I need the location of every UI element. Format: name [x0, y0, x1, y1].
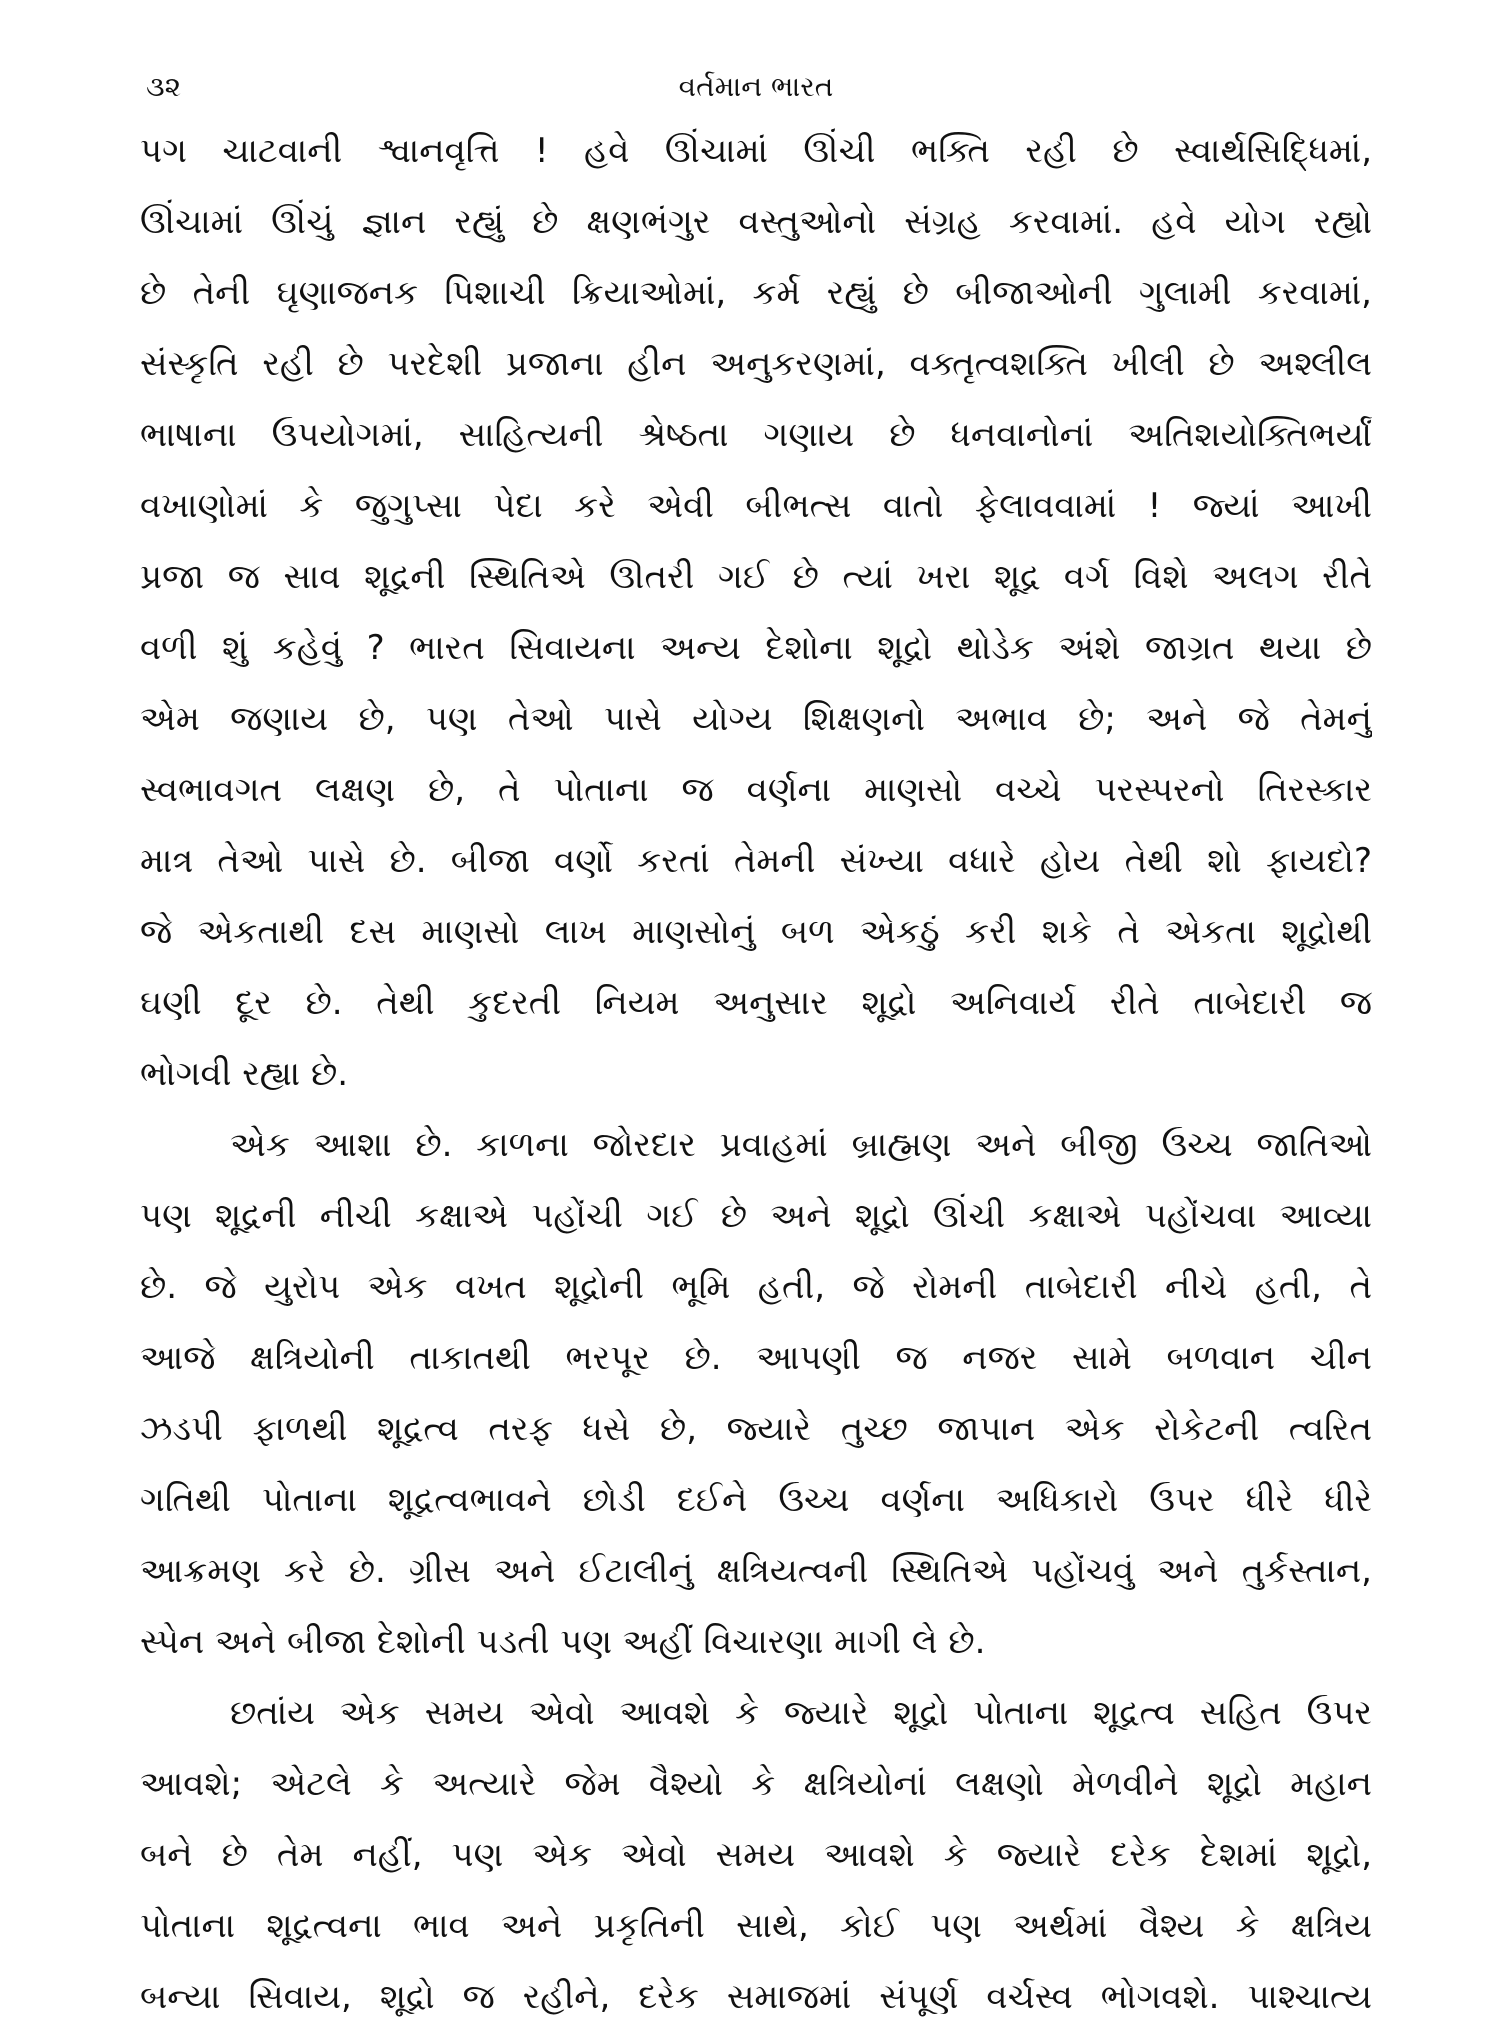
text-line: વખાણોમાં કે જુગુપ્સા પેદા કરે એવી બીભત્સ વાતો ફેલાવવામાં ! જ્યાં આખી [140, 486, 1372, 526]
running-header [140, 62, 1372, 112]
text-line: આક્રમણ કરે છે. ગ્રીસ અને ઈટાલીનું ક્ષત્રિયત્વની સ્થિતિએ પહોંચવું અને તુર્કસ્તાન, [140, 1551, 1372, 1591]
text-line: સ્પેન અને બીજા દેશોની પડતી પણ અહીં વિચારણા માગી લે છે. [140, 1622, 986, 1662]
text-line: છતાંય એક સમય એવો આવશે કે જ્યારે શૂદ્રો પોતાના શૂદ્રત્વ સહિત ઉપર [230, 1693, 1372, 1733]
text-line: છે. જે યુરોપ એક વખત શૂદ્રોની ભૂમિ હતી, જે રોમની તાબેદારી નીચે હતી, તે [140, 1267, 1372, 1307]
text-line: ઝડપી ફાળથી શૂદ્રત્વ તરફ ધસે છે, જ્યારે તુચ્છ જાપાન એક રોકેટની ત્વરિત [140, 1409, 1372, 1449]
paragraph-1 [140, 116, 1372, 1110]
paragraph-3 [140, 1678, 1372, 2033]
text-line: માત્ર તેઓ પાસે છે. બીજા વર્ણો કરતાં તેમની સંખ્યા વધારે હોય તેથી શો ફાયદો? [140, 841, 1372, 881]
text-line: આજે ક્ષત્રિયોની તાકાતથી ભરપૂર છે. આપણી જ નજર સામે બળવાન ચીન [140, 1338, 1372, 1378]
text-line: પણ શૂદ્રની નીચી કક્ષાએ પહોંચી ગઈ છે અને શૂદ્રો ઊંચી કક્ષાએ પહોંચવા આવ્યા [140, 1196, 1372, 1236]
text-line: ભોગવી રહ્યા છે. [140, 1054, 349, 1094]
text-line: એમ જણાય છે, પણ તેઓ પાસે યોગ્ય શિક્ષણનો અભાવ છે; અને જે તેમનું [140, 699, 1372, 739]
text-line: બન્યા સિવાય, શૂદ્રો જ રહીને, દરેક સમાજમાં સંપૂર્ણ વર્ચસ્વ ભોગવશે. પાશ્ચાત્ય [140, 1977, 1372, 2017]
page-number: ૩૨ [146, 70, 182, 103]
text-line: જે એકતાથી દસ માણસો લાખ માણસોનું બળ એકઠું કરી શકે તે એકતા શૂદ્રોથી [140, 912, 1372, 952]
text-line: પોતાના શૂદ્રત્વના ભાવ અને પ્રકૃતિની સાથે, કોઈ પણ અર્થમાં વૈશ્ય કે ક્ષત્રિય [140, 1906, 1372, 1946]
text-line: સંસ્કૃતિ રહી છે પરદેશી પ્રજાના હીન અનુકરણમાં, વક્તૃત્વશક્તિ ખીલી છે અશ્લીલ [140, 344, 1372, 384]
text-line: ઘણી દૂર છે. તેથી કુદરતી નિયમ અનુસાર શૂદ્રો અનિવાર્ય રીતે તાબેદારી જ [140, 983, 1372, 1023]
running-title: વર્તમાન ભારત [678, 70, 834, 103]
text-line: ઊંચામાં ઊંચું જ્ઞાન રહ્યું છે ક્ષણભંગુર વસ્તુઓનો સંગ્રહ કરવામાં. હવે યોગ રહ્યો [140, 202, 1372, 242]
text-line: આવશે; એટલે કે અત્યારે જેમ વૈશ્યો કે ક્ષત્રિયોનાં લક્ષણો મેળવીને શૂદ્રો મહાન [140, 1764, 1372, 1804]
body-text [140, 116, 1372, 2033]
paragraph-2 [140, 1110, 1372, 1678]
text-line: બને છે તેમ નહીં, પણ એક એવો સમય આવશે કે જ્યારે દરેક દેશમાં શૂદ્રો, [140, 1835, 1372, 1875]
text-line: છે તેની ઘૃણાજનક પિશાચી ક્રિયાઓમાં, કર્મ રહ્યું છે બીજાઓની ગુલામી કરવામાં, [140, 273, 1372, 313]
text-line: ગતિથી પોતાના શૂદ્રત્વભાવને છોડી દઈને ઉચ્ચ વર્ણના અધિકારો ઉપર ધીરે ધીરે [140, 1480, 1372, 1520]
text-line: પગ ચાટવાની શ્વાનવૃત્તિ ! હવે ઊંચામાં ઊંચી ભક્તિ રહી છે સ્વાર્થસિદ્ધિમાં, [140, 131, 1372, 171]
text-line: પ્રજા જ સાવ શૂદ્રની સ્થિતિએ ઊતરી ગઈ છે ત્યાં ખરા શૂદ્ર વર્ગ વિશે અલગ રીતે [140, 557, 1372, 597]
text-line: એક આશા છે. કાળના જોરદાર પ્રવાહમાં બ્રાહ્મણ અને બીજી ઉચ્ચ જાતિઓ [230, 1125, 1372, 1165]
text-line: વળી શું કહેવું ? ભારત સિવાયના અન્ય દેશોના શૂદ્રો થોડેક અંશે જાગ્રત થયા છે [140, 628, 1372, 668]
text-line: સ્વભાવગત લક્ષણ છે, તે પોતાના જ વર્ણના માણસો વચ્ચે પરસ્પરનો તિરસ્કાર [140, 770, 1372, 810]
text-line: ભાષાના ઉપયોગમાં, સાહિત્યની શ્રેષ્ઠતા ગણાય છે ધનવાનોનાં અતિશયોક્તિભર્યાં [140, 415, 1372, 455]
